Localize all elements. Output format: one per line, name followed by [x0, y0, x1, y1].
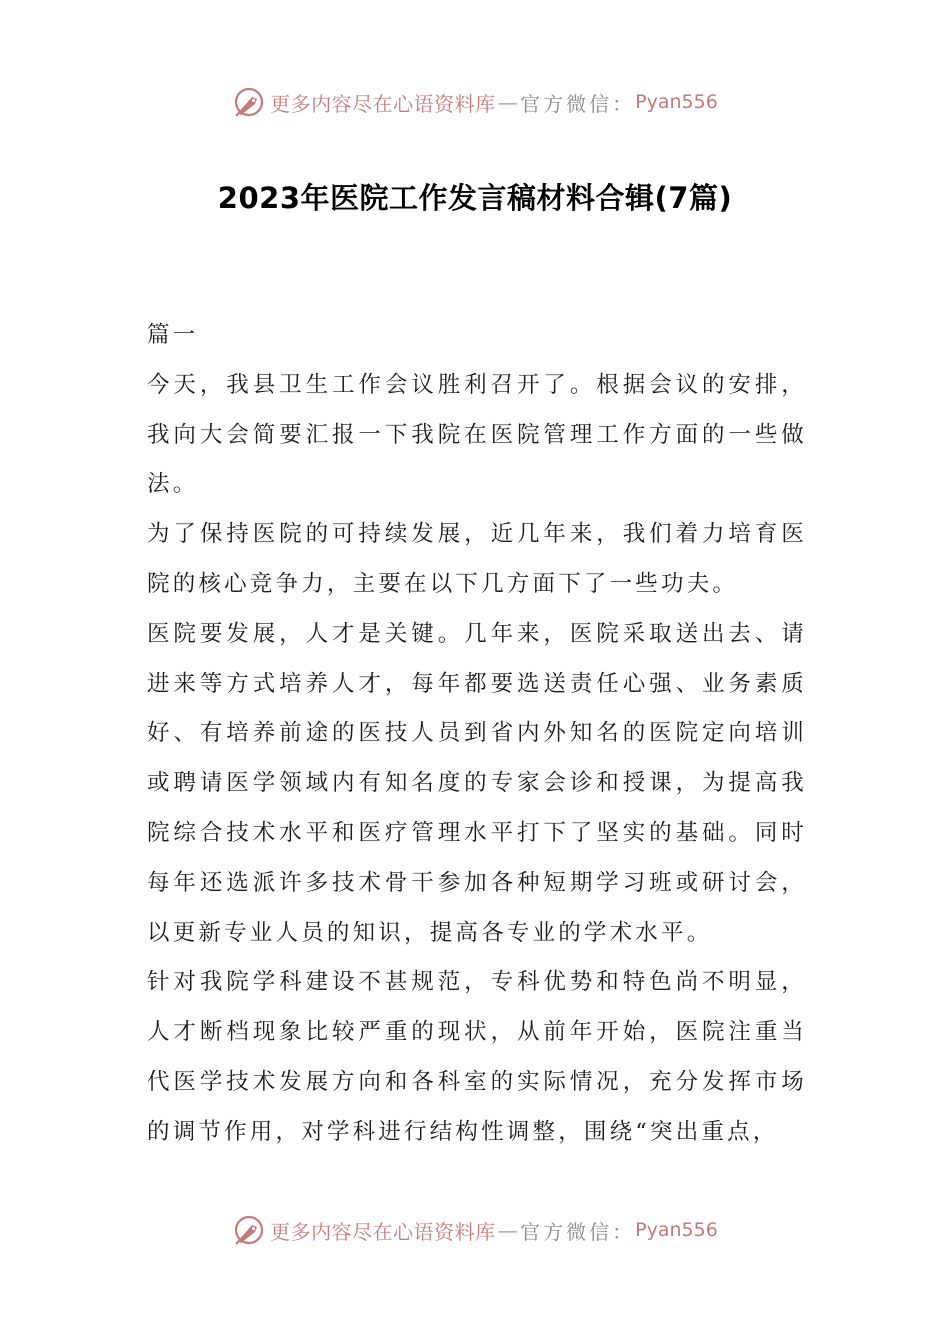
banner-wechat-label: 官方微信： [520, 91, 636, 116]
document-body [147, 311, 807, 1158]
header-watermark-banner [0, 82, 950, 122]
banner-wechat-id: Pyan556 [635, 1219, 718, 1241]
banner-wechat-label: 官方微信： [520, 1219, 636, 1244]
banner-brand-text: 更多内容尽在心语资料库 [270, 1219, 496, 1244]
document-title: 2023年医院工作发言稿材料合辑(7篇) [217, 181, 733, 215]
banner-separator: — [497, 90, 519, 114]
pen-nib-circle-icon [232, 85, 266, 119]
body-paragraph: 医院要发展，人才是关键。几年来，医院采取送出去、请进来等方式培养人才，每年都要选送责任心强、业务素质好、有培养前途的医技人员到省内外知名的医院定向培训或聘请医学领域内有知名度的专家会诊和授课，为提高我院综合技术水平和医疗管理水平打下了坚实的基础。同时每年还选派许多技术骨干参加各种短期学习班或研讨会，以更新专业人员的知识，提高各专业的学术水平。 [147, 620, 807, 946]
banner-wechat-id: Pyan556 [635, 91, 718, 113]
footer-watermark-banner [0, 1210, 950, 1250]
section-heading: 篇一 [147, 322, 199, 348]
body-paragraph: 为了保持医院的可持续发展，近几年来，我们着力培育医院的核心竞争力，主要在以下几方面下了一些功夫。 [147, 521, 807, 597]
pen-nib-circle-icon [232, 1213, 266, 1247]
banner-separator: — [497, 1218, 519, 1242]
body-paragraph: 针对我院学科建设不甚规范，专科优势和特色尚不明显，人才断档现象比较严重的现状，从前年开始，医院注重当代医学技术发展方向和各科室的实际情况，充分发挥市场的调节作用，对学科进行结构性调整，围绕“突出重点， [147, 969, 807, 1145]
banner-brand-text: 更多内容尽在心语资料库 [270, 91, 496, 116]
body-paragraph: 今天，我县卫生工作会议胜利召开了。根据会议的安排，我向大会简要汇报一下我院在医院管理工作方面的一些做法。 [147, 371, 807, 498]
